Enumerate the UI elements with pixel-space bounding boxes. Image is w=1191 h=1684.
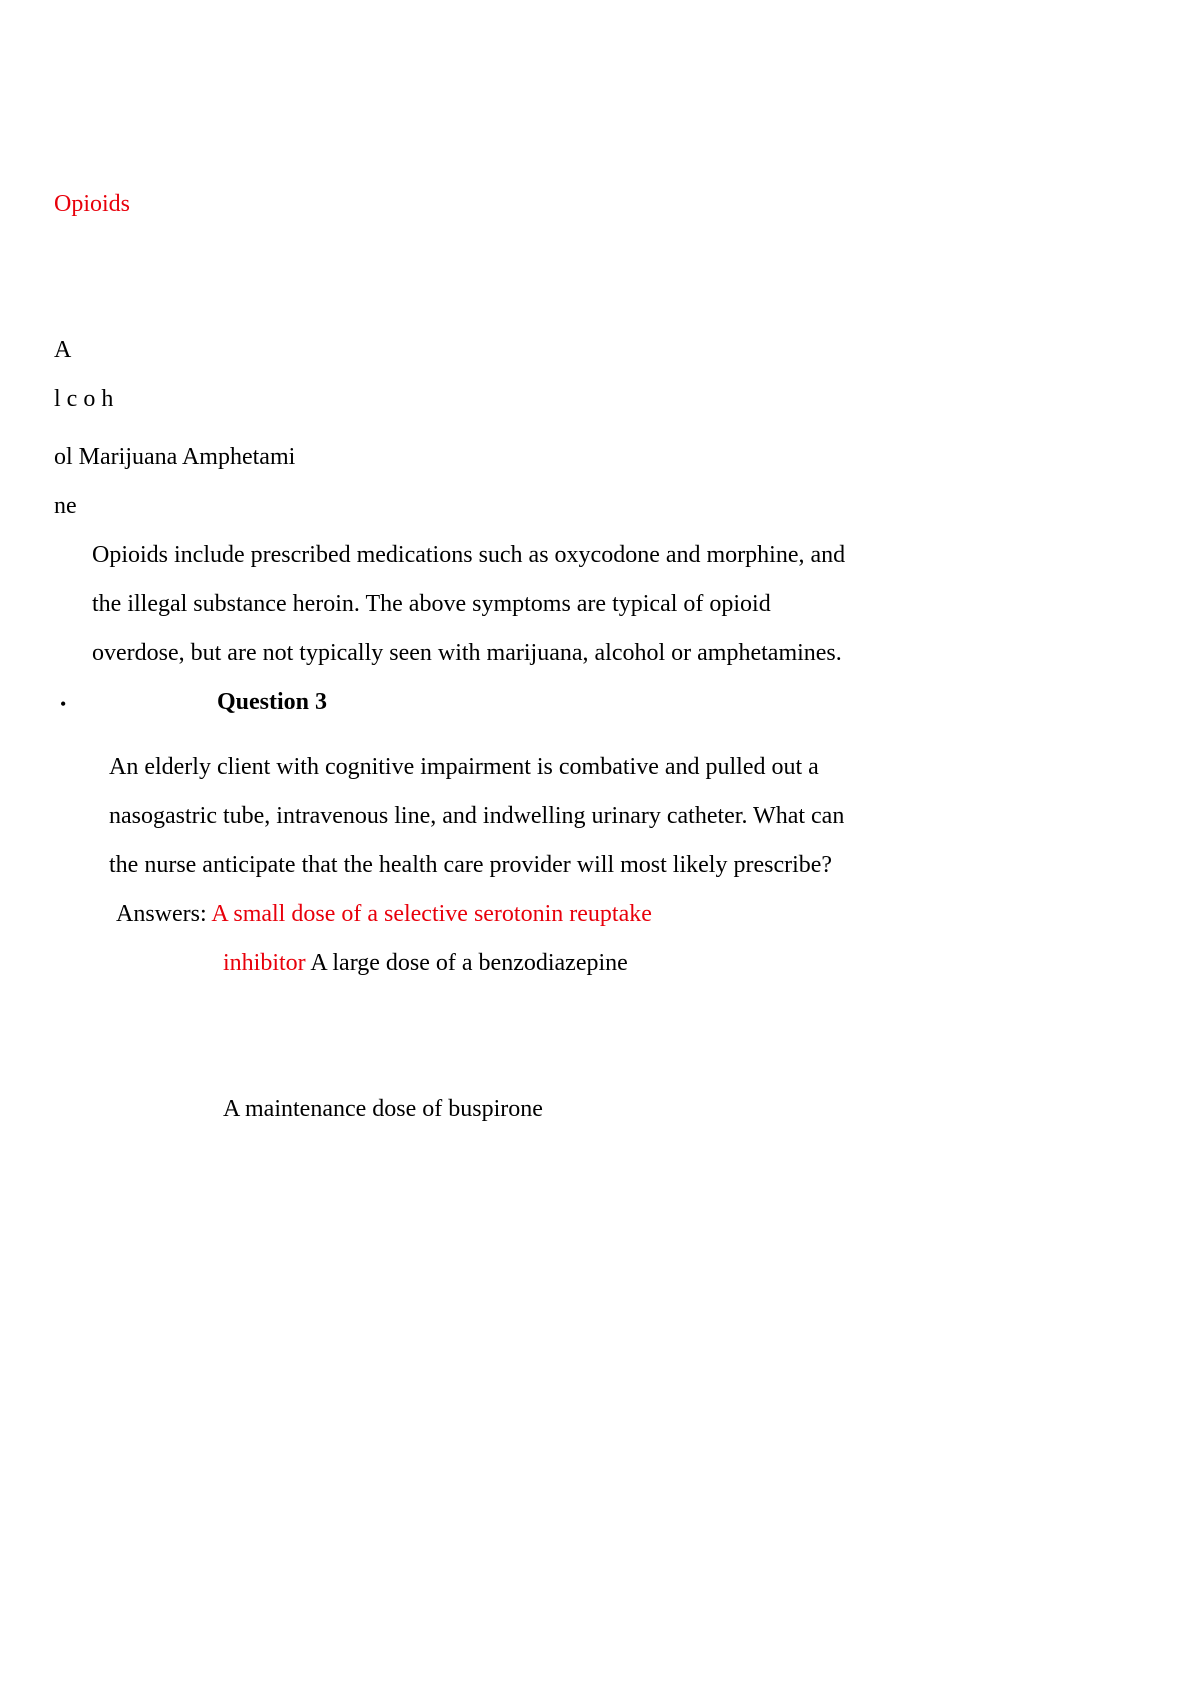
answer-heading: Opioids <box>54 191 131 217</box>
answer-correct-part-1: A small dose of a selective serotonin reuptake <box>211 901 652 927</box>
rationale-line-3: overdose, but are not typically seen with marijuana, alcohol or amphetamines. <box>92 640 842 666</box>
bullet-icon: • <box>60 694 67 714</box>
question-text-line-1: An elderly client with cognitive impairment is combative and pulled out a <box>109 754 819 780</box>
question-text-line-2: nasogastric tube, intravenous line, and indwelling urinary catheter. What can <box>109 803 845 829</box>
options-fragment-4: ne <box>54 493 77 519</box>
answer-option-3: A maintenance dose of buspirone <box>223 1096 543 1122</box>
question-text-line-3: the nurse anticipate that the health care provider will most likely prescribe? <box>109 852 833 878</box>
question-title: Question 3 <box>217 689 328 715</box>
answer-option-2: A large dose of a benzodiazepine <box>310 950 628 976</box>
options-fragment-3: ol Marijuana Amphetami <box>54 444 296 470</box>
answers-label: Answers: <box>116 901 207 927</box>
answers-row-2 <box>223 951 628 975</box>
options-fragment-2: l c o h <box>54 386 114 412</box>
rationale-line-2: the illegal substance heroin. The above symptoms are typical of opioid <box>92 591 771 617</box>
answers-row-1 <box>116 902 652 926</box>
rationale-line-1: Opioids include prescribed medications such as oxycodone and morphine, and <box>92 542 846 568</box>
options-fragment-1: A <box>54 337 72 363</box>
answer-correct-part-2: inhibitor <box>223 950 306 976</box>
